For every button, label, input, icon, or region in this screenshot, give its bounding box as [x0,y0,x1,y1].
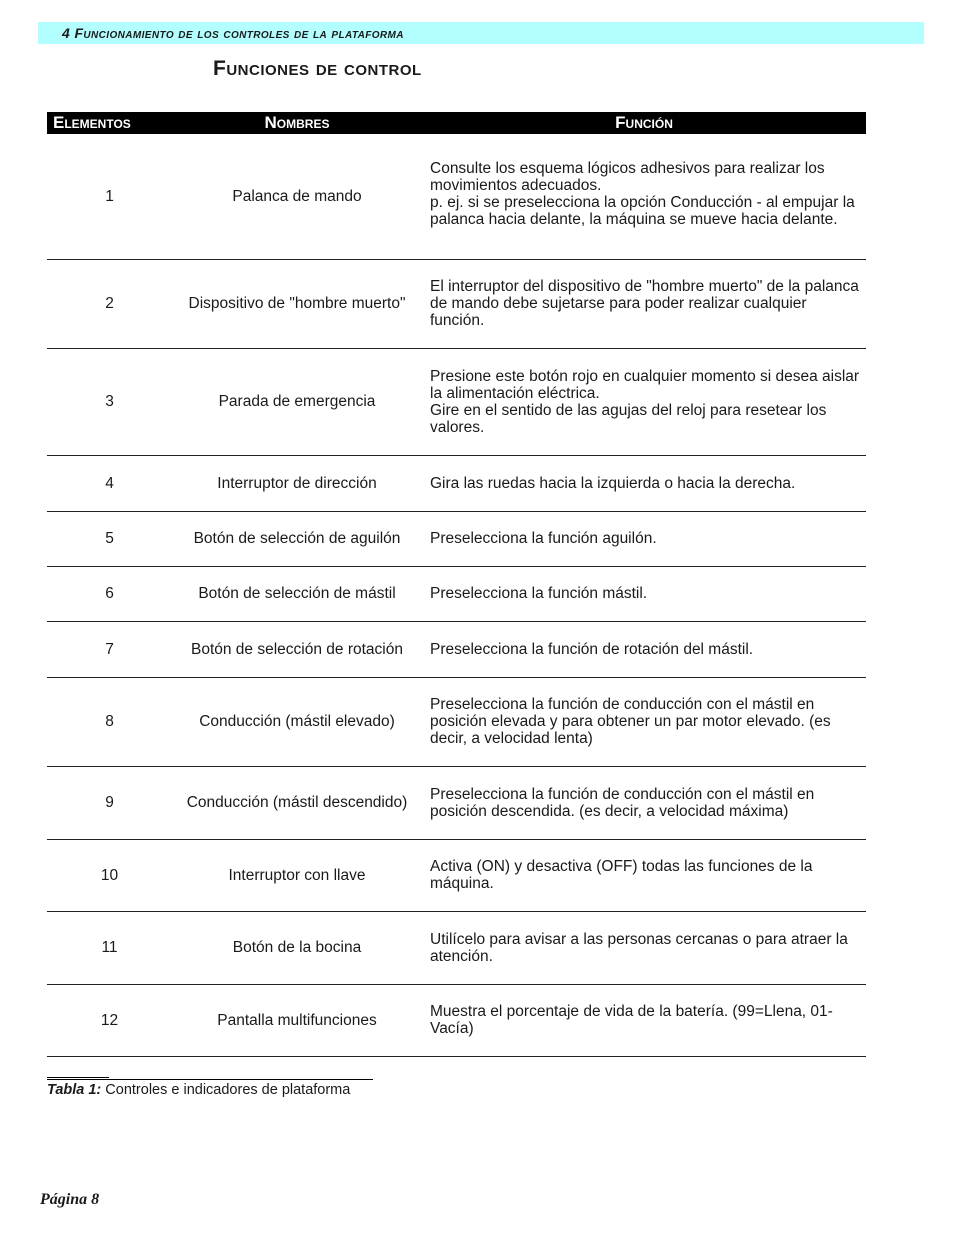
row-element-number: 6 [47,566,172,621]
caption-rule [47,1077,109,1078]
table-row [47,134,866,259]
row-control-name: Botón de la bocina [172,911,422,984]
table-row [47,511,866,566]
row-function-description: Consulte los esquema lógicos adhesivos para realizar los movimientos adecuados. p. ej. si se preselecciona la opción Conducción - al empujar la palanca hacia delante, la máquina se mueve hacia delante. [422,134,866,259]
caption-text: Controles e indicadores de plataforma [101,1082,351,1098]
caption-label: Tabla 1: [47,1082,102,1098]
page-number: Página 8 [40,1191,100,1208]
row-element-number: 11 [47,911,172,984]
row-element-number: 3 [47,348,172,455]
row-control-name: Parada de emergencia [172,348,422,455]
row-function-description: Preselecciona la función mástil. [422,566,866,621]
table-row [47,766,866,839]
table-row [47,348,866,455]
table-caption [47,1079,373,1098]
row-control-name: Conducción (mástil elevado) [172,677,422,766]
row-control-name: Botón de selección de rotación [172,621,422,677]
chapter-number: 4 [62,25,71,41]
table-row [47,677,866,766]
column-header-names: Nombres [172,112,422,134]
table-header-row [47,112,866,134]
table-row [47,566,866,621]
table-body [47,134,866,1056]
table-row [47,839,866,911]
column-header-elements: Elementos [47,112,172,134]
row-control-name: Interruptor de dirección [172,455,422,511]
table-row [47,911,866,984]
column-header-function: Función [422,112,866,134]
row-element-number: 2 [47,259,172,348]
row-function-description: Preselecciona la función de conducción con el mástil en posición elevada y para obtener un par motor elevado. (es decir, a velocidad lenta) [422,677,866,766]
row-control-name: Interruptor con llave [172,839,422,911]
chapter-header-bar [38,22,924,44]
row-element-number: 1 [47,134,172,259]
row-function-description: Preselecciona la función de conducción con el mástil en posición descendida. (es decir, a velocidad máxima) [422,766,866,839]
row-control-name: Palanca de mando [172,134,422,259]
row-function-description: Utilícelo para avisar a las personas cercanas o para atraer la atención. [422,911,866,984]
row-control-name: Dispositivo de "hombre muerto" [172,259,422,348]
table-row [47,455,866,511]
row-control-name: Conducción (mástil descendido) [172,766,422,839]
row-function-description: Preselecciona la función de rotación del mástil. [422,621,866,677]
row-function-description: El interruptor del dispositivo de "hombre muerto" de la palanca de mando debe sujetarse para poder realizar cualquier función. [422,259,866,348]
row-element-number: 5 [47,511,172,566]
section-title: Funciones de control [213,57,422,80]
row-control-name: Botón de selección de aguilón [172,511,422,566]
chapter-title: Funcionamiento de los controles de la plataforma [74,25,404,41]
row-function-description: Muestra el porcentaje de vida de la batería. (99=Llena, 01-Vacía) [422,984,866,1056]
row-function-description: Presione este botón rojo en cualquier momento si desea aislar la alimentación eléctrica. Gire en el sentido de las agujas del reloj para resetear los valores. [422,348,866,455]
row-function-description: Activa (ON) y desactiva (OFF) todas las funciones de la máquina. [422,839,866,911]
row-control-name: Botón de selección de mástil [172,566,422,621]
row-function-description: Preselecciona la función aguilón. [422,511,866,566]
table-row [47,984,866,1056]
row-element-number: 8 [47,677,172,766]
row-function-description: Gira las ruedas hacia la izquierda o hacia la derecha. [422,455,866,511]
table-row [47,259,866,348]
row-element-number: 7 [47,621,172,677]
row-element-number: 4 [47,455,172,511]
row-element-number: 12 [47,984,172,1056]
row-element-number: 10 [47,839,172,911]
table-row [47,621,866,677]
row-control-name: Pantalla multifunciones [172,984,422,1056]
row-element-number: 9 [47,766,172,839]
controls-table [47,112,866,1057]
